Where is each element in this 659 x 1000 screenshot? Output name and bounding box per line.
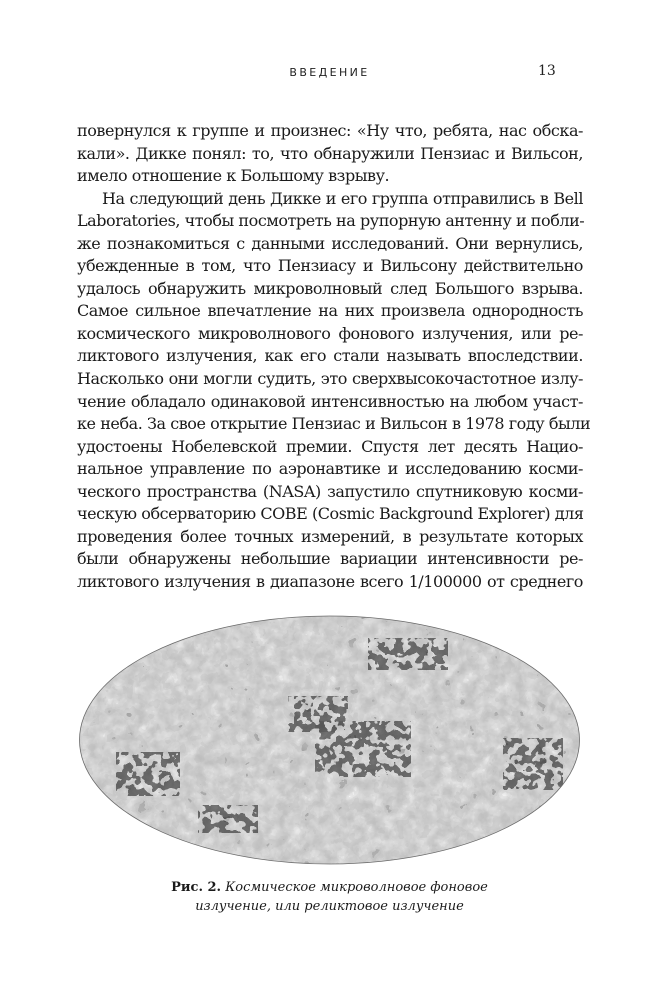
- text-line: чение обладало одинаковой интенсивностью на любом участ-: [77, 391, 583, 411]
- page-number: 13: [538, 63, 556, 79]
- body-text: [77, 120, 591, 593]
- text-line: ческую обсерваторию COBE (Cosmic Background Explorer) для: [77, 504, 584, 524]
- text-line: ческого пространства (NASA) запустило спутниковую косми-: [77, 481, 583, 501]
- text-line: удостоены Нобелевской премии. Спустя лет десять Нацио-: [77, 436, 583, 456]
- text-line: удалось обнаружить микроволновый след Большого взрыва.: [77, 278, 583, 298]
- text-line: космического микроволнового фонового излучения, или ре-: [77, 323, 583, 343]
- text-line: кали». Дикке понял: то, что обнаружили Пензиас и Вильсон,: [77, 143, 583, 163]
- figure-caption: [0, 878, 659, 916]
- cmb-sky-map-figure: [78, 614, 581, 866]
- caption-text: Космическое микроволновое фоновое: [225, 880, 488, 895]
- text-line: нальное управление по аэронавтике и исследованию косми-: [77, 459, 583, 479]
- cmb-sky-map: [78, 614, 581, 866]
- text-line: были обнаружены небольшие вариации интенсивности ре-: [77, 549, 583, 569]
- caption-line-1: [0, 878, 659, 897]
- text-line: На следующий день Дикке и его группа отправились в Bell: [102, 188, 583, 208]
- caption-line-2: излучение, или реликтовое излучение: [195, 899, 464, 914]
- caption-label: Рис. 2.: [171, 880, 222, 895]
- text-line: ке неба. За свое открытие Пензиас и Вильсон в 1978 году были: [77, 414, 591, 434]
- text-line: имело отношение к Большому взрыву.: [77, 166, 390, 186]
- text-line: повернулся к группе и произнес: «Ну что, ребята, нас обска-: [77, 121, 583, 140]
- text-line: ликтового излучения в диапазоне всего 1/100000 от среднего: [77, 571, 583, 591]
- running-header: ВВЕДЕНИЕ: [289, 66, 370, 79]
- text-line: же познакомиться с данными исследований. Они вернулись,: [77, 233, 583, 253]
- text-line: Насколько они могли судить, это сверхвысокочастотное излу-: [77, 369, 583, 389]
- text-line: Laboratories, чтобы посмотреть на рупорную антенну и побли-: [77, 211, 585, 231]
- text-line: убежденные в том, что Пензиасу и Вильсону действительно: [77, 256, 583, 276]
- text-line: ликтового излучения, как его стали называть впоследствии.: [77, 346, 583, 366]
- text-line: проведения более точных измерений, в результате которых: [77, 526, 583, 546]
- text-line: Самое сильное впечатление на них произвела однородность: [77, 301, 583, 321]
